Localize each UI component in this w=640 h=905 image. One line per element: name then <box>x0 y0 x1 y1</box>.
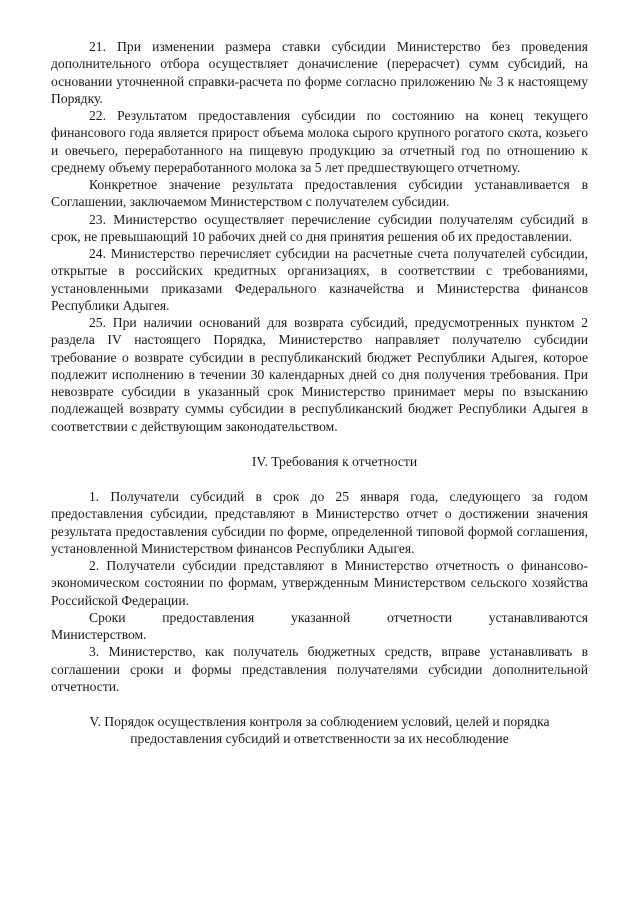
reporting-paragraph-2: 2. Получатели субсидии представляют в Министерство отчетность о финансово-экономическом состоянии по формам, утвержденным Министерством сельского хозяйства Российской Федерации. <box>51 558 588 608</box>
paragraph-22: 22. Результатом предоставления субсидии по состоянию на конец текущего финансового года является прирост объема молока сырого крупного рогатого скота, козьего и овечьего, переработанного на пищевую продукцию за отчетный год по отношению к среднему объему переработанного молока за 5 лет предшествующего отчетному. <box>51 108 588 175</box>
reporting-deadlines-line-2: Министерством. <box>51 627 147 642</box>
reporting-paragraph-3: 3. Министерство, как получатель бюджетных средств, вправе устанавливать в соглашении сроки и формы представления получателями субсидии дополнительной отчетности. <box>51 644 588 694</box>
reporting-deadlines-line-1: Сроки предоставления указанной отчетности устанавливаются <box>89 609 588 625</box>
paragraph-22-result-value: Конкретное значение результата предоставления субсидии устанавливается в Соглашении, заключаемом Министерством с получателем субсидии. <box>51 177 588 210</box>
paragraph-25: 25. При наличии оснований для возврата субсидий, предусмотренных пунктом 2 раздела IV настоящего Порядка, Министерство направляет получателю субсидии требование о возврате субсидии в республиканский бюджет Республики Адыгея, которое подлежит исполнению в течении 30 календарных дней со дня получения требования. При невозврате субсидии в указанный срок Министерство принимает меры по взысканию подлежащей возврату суммы субсидии в республиканский бюджет Республики Адыгея в соответствии с действующим законодательством. <box>51 315 588 434</box>
section-v-heading-line-1: V. Порядок осуществления контроля за соблюдением условий, целей и порядка <box>89 714 550 729</box>
section-v-heading-line-2: предоставления субсидий и ответственности за их несоблюдение <box>130 731 509 747</box>
paragraph-24: 24. Министерство перечисляет субсидии на расчетные счета получателей субсидии, открытые в российских кредитных организациях, в соответствии с требованиями, установленными приказами Федерального казначейства и Министерства финансов Республики Адыгея. <box>51 246 588 313</box>
section-iv-heading: IV. Требования к отчетности <box>251 453 418 469</box>
paragraph-21: 21. При изменении размера ставки субсидии Министерство без проведения дополнительного отбора осуществляет доначисление (перерасчет) сумм субсидий, на основании уточненной справки-расчета по форме согласно приложению № 3 к настоящему Порядку. <box>51 39 588 106</box>
reporting-paragraph-1: 1. Получатели субсидий в срок до 25 января года, следующего за годом предоставления субсидии, представляют в Министерство отчет о достижении значения результата предоставления субсидии по форме, определенной типовой формой соглашения, установленной Министерством финансов Республики Адыгея. <box>51 489 588 556</box>
section-v-heading <box>51 713 588 748</box>
paragraph-23: 23. Министерство осуществляет перечисление субсидии получателям субсидий в срок, не превышающий 10 рабочих дней со дня принятия решения об их предоставлении. <box>51 211 588 244</box>
document-page <box>51 38 588 748</box>
